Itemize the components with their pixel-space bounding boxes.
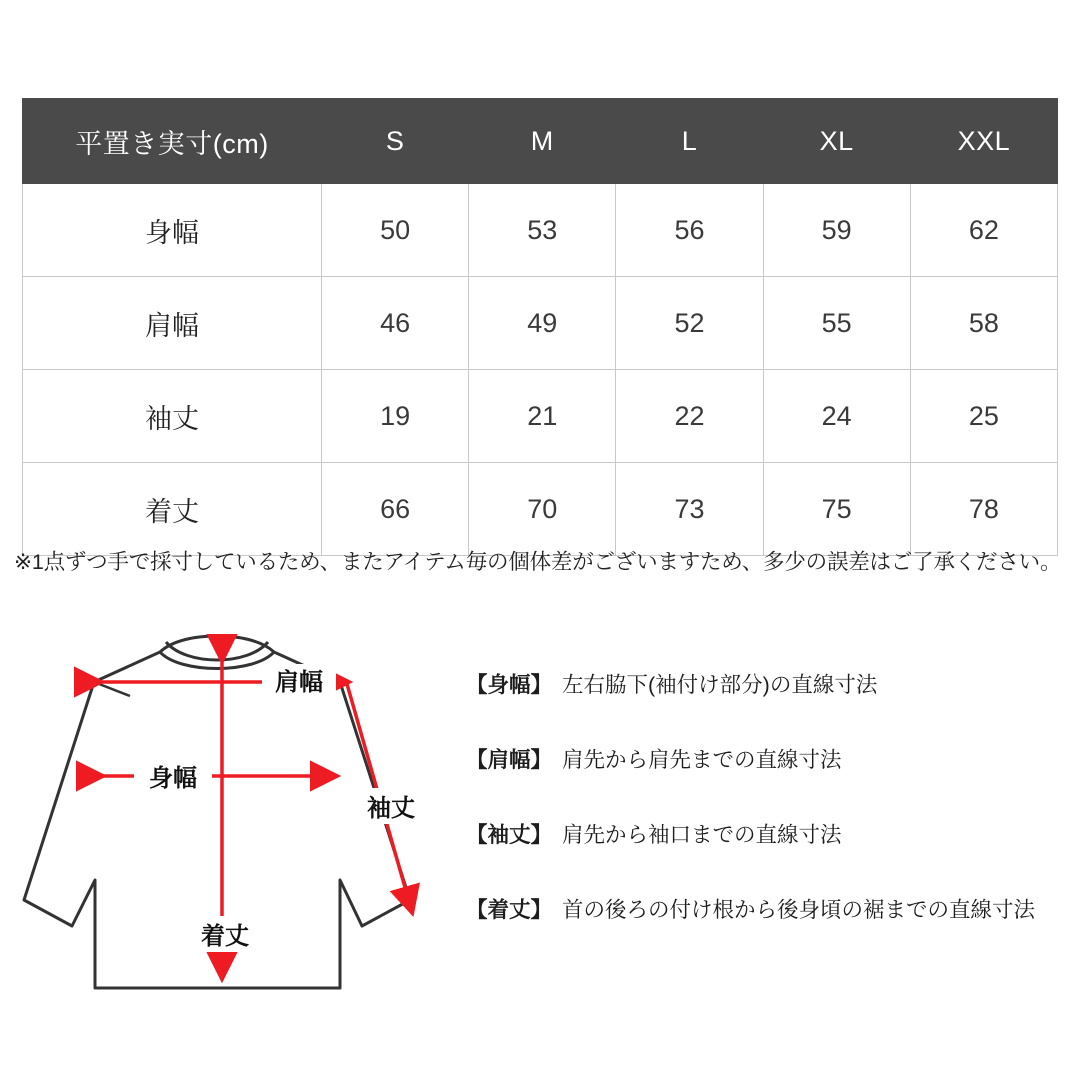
size-table-container — [22, 98, 1058, 556]
cell-shoulder-width-xl: 55 — [763, 277, 910, 370]
row-label-shoulder-width: 肩幅 — [23, 277, 322, 370]
row-label-sleeve-length: 袖丈 — [23, 370, 322, 463]
table-header-row — [23, 99, 1058, 184]
legend-term-shoulder-width: 【肩幅】 — [466, 748, 553, 772]
header-measure-label: 平置き実寸(cm) — [23, 99, 322, 184]
cell-shoulder-width-s: 46 — [322, 277, 469, 370]
table-row — [23, 277, 1058, 370]
cell-body-width-l: 56 — [616, 184, 763, 277]
row-label-garment-length: 着丈 — [23, 463, 322, 556]
legend-desc-garment-length: 首の後ろの付け根から後身頃の裾までの直線寸法 — [562, 898, 1036, 922]
cell-sleeve-length-m: 21 — [469, 370, 616, 463]
table-row — [23, 184, 1058, 277]
label-shoulder-width: 肩幅 — [275, 669, 323, 696]
size-table-head — [23, 99, 1058, 184]
cell-sleeve-length-xl: 24 — [763, 370, 910, 463]
cell-garment-length-xxl: 78 — [910, 463, 1057, 556]
legend-item-garment-length — [466, 893, 1076, 924]
legend-term-body-width: 【身幅】 — [466, 673, 553, 697]
cell-shoulder-width-m: 49 — [469, 277, 616, 370]
header-size-xl: XL — [763, 99, 910, 184]
header-size-xxl: XXL — [910, 99, 1057, 184]
cell-garment-length-s: 66 — [322, 463, 469, 556]
header-size-l: L — [616, 99, 763, 184]
legend-desc-shoulder-width: 肩先から肩先までの直線寸法 — [562, 748, 842, 772]
cell-garment-length-m: 70 — [469, 463, 616, 556]
cell-shoulder-width-l: 52 — [616, 277, 763, 370]
measurement-legend — [466, 668, 1076, 968]
cell-sleeve-length-l: 22 — [616, 370, 763, 463]
cell-garment-length-l: 73 — [616, 463, 763, 556]
cell-body-width-m: 53 — [469, 184, 616, 277]
legend-item-sleeve-length — [466, 818, 1076, 849]
cell-body-width-xxl: 62 — [910, 184, 1057, 277]
table-row — [23, 370, 1058, 463]
label-body-width: 身幅 — [149, 765, 197, 792]
legend-item-shoulder-width — [466, 743, 1076, 774]
garment-diagram — [10, 630, 460, 1030]
header-size-m: M — [469, 99, 616, 184]
row-label-body-width: 身幅 — [23, 184, 322, 277]
legend-item-body-width — [466, 668, 1076, 699]
cell-shoulder-width-xxl: 58 — [910, 277, 1057, 370]
legend-term-sleeve-length: 【袖丈】 — [466, 823, 553, 847]
cell-sleeve-length-xxl: 25 — [910, 370, 1057, 463]
legend-desc-body-width: 左右脇下(袖付け部分)の直線寸法 — [562, 673, 878, 697]
label-sleeve-length: 袖丈 — [367, 795, 415, 822]
size-table — [22, 98, 1058, 556]
size-table-body — [23, 184, 1058, 556]
cell-body-width-s: 50 — [322, 184, 469, 277]
cell-garment-length-xl: 75 — [763, 463, 910, 556]
label-garment-length: 着丈 — [201, 923, 249, 950]
measurement-note: ※1点ずつ手で採寸しているため、またアイテム毎の個体差がございますため、多少の誤差はご了承ください。 — [14, 550, 1062, 574]
legend-desc-sleeve-length: 肩先から袖口までの直線寸法 — [562, 823, 842, 847]
cell-sleeve-length-s: 19 — [322, 370, 469, 463]
legend-term-garment-length: 【着丈】 — [466, 898, 553, 922]
table-row — [23, 463, 1058, 556]
header-size-s: S — [322, 99, 469, 184]
cell-body-width-xl: 59 — [763, 184, 910, 277]
